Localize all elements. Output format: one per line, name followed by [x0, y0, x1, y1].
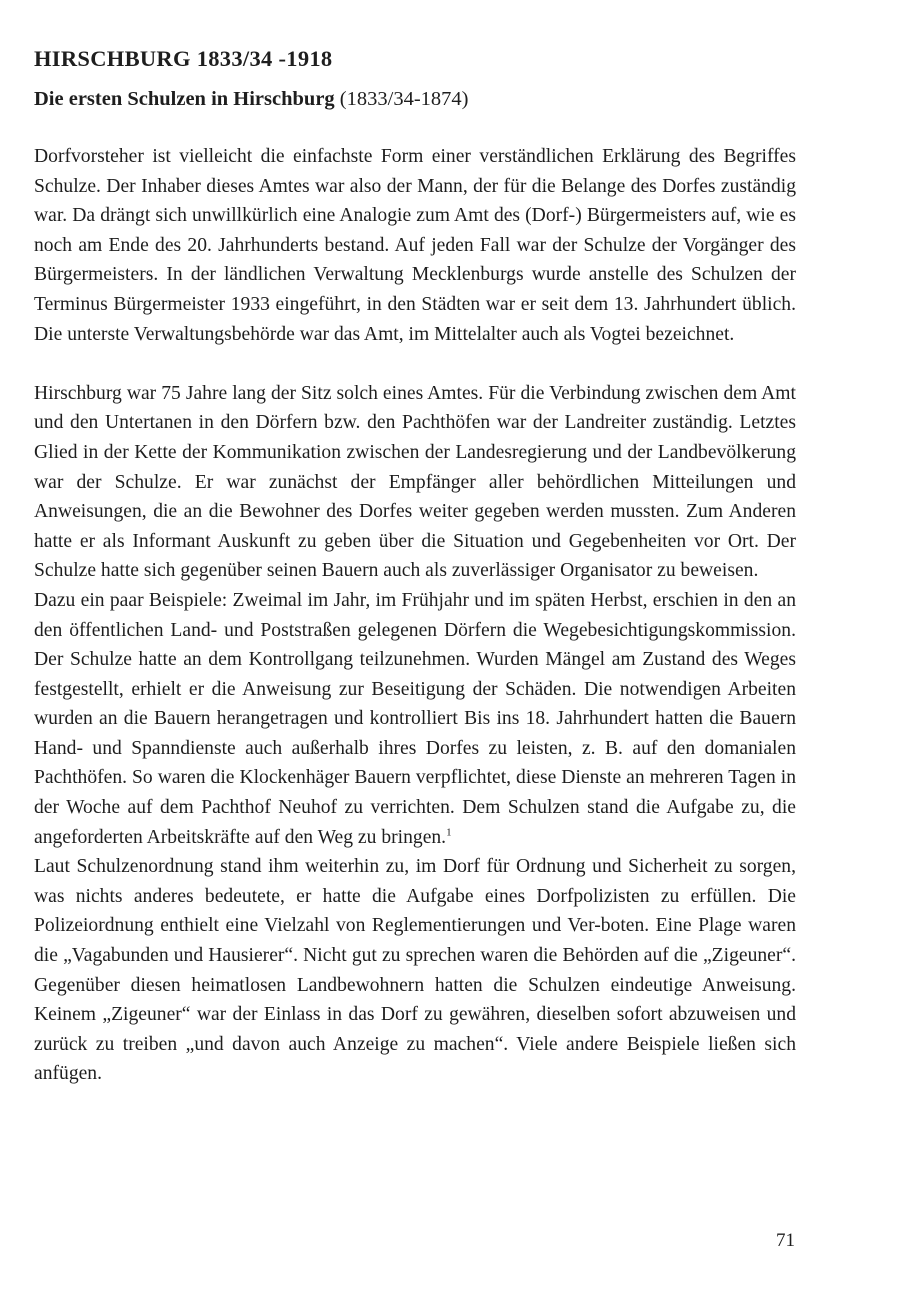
section-subtitle	[34, 88, 468, 111]
paragraph-3	[34, 586, 796, 852]
chapter-title: HIRSCHBURG 1833/34 -1918	[34, 46, 333, 71]
footnote-marker: 1	[446, 826, 452, 839]
paragraph-2: Hirschburg war 75 Jahre lang der Sitz solch eines Amtes. Für die Verbindung zwischen dem Amt und den Untertanen in den Dörfern bzw. den Pachthöfen war der Landreiter zuständig. Letztes Glied in der Kette der Kommunikation zwischen der Landesregierung und der Landbevölkerung war der Schulze. Er war zunächst der Empfänger aller behördlichen Mitteilungen und Anweisungen, die an die Bewohner des Dorfes weiter gegeben werden mussten. Zum Anderen hatte er als Informant Auskunft zu geben über die Situation und Gegebenheiten vor Ort. Der Schulze hatte sich gegenüber seinen Bauern auch als zuverlässiger Organisator zu beweisen.	[34, 382, 796, 582]
page-number: 71	[776, 1230, 795, 1251]
paragraph-3-text: Dazu ein paar Beispiele: Zweimal im Jahr, im Frühjahr und im späten Herbst, erschien in den an den öffentlichen Land- und Poststraßen gelegenen Dörfern die Wegebesichtigungskommission. Der Schulze hatte an dem Kontrollgang teilzunehmen. Wurden Mängel am Zustand des Weges festgestellt, erhielt er die Anweisung zur Beseitigung der Schäden. Die notwendigen Arbeiten wurden an die Bauern herangetragen und kontrolliert Bis ins 18. Jahrhundert hatten die Bauern Hand- und Spanndienste auch außerhalb ihres Dorfes zu leisten, z. B. auf den domanialen Pachthöfen. So waren die Klockenhäger Bauern verpflichtet, diese Dienste an mehreren Tagen in der Woche auf dem Pachthof Neuhof zu verrichten. Dem Schulzen stand die Aufgabe zu, die angeforderten Arbeitskräfte auf den Weg zu bringen.	[34, 589, 796, 848]
subtitle-main: Die ersten Schulzen in Hirschburg	[34, 88, 335, 110]
paragraph-1: Dorfvorsteher ist vielleicht die einfachste Form einer verständlichen Erklärung des Begriffes Schulze. Der Inhaber dieses Amtes war also der Mann, der für die Belange des Dorfes zuständig war. Da drängt sich unwillkürlich eine Analogie zum Amt des (Dorf-) Bürgermeisters auf, wie es noch am Ende des 20. Jahrhunderts bestand. Auf jeden Fall war der Schulze der Vorgänger des Bürgermeisters. In der ländlichen Verwaltung Mecklenburgs wurde anstelle des Schulzen der Terminus Bürgermeister 1933 eingeführt, in den Städten war er seit dem 13. Jahrhundert üblich. Die unterste Verwaltungsbehörde war das Amt, im Mittelalter auch als Vogtei bezeichnet.	[34, 146, 796, 345]
paragraph-4: Laut Schulzenordnung stand ihm weiterhin zu, im Dorf für Ordnung und Sicherheit zu sorgen, was nichts anderes bedeutete, er hatte die Aufgabe eines Dorfpolizisten zu erfüllen. Die Polizeiordnung enthielt eine Vielzahl von Reglementierungen und Ver-boten. Eine Plage waren die „Vagabunden und Hausierer“. Nicht gut zu sprechen waren die Behörden auf die „Zigeuner“. Gegenüber diesen heimatlosen Landbewohnern hatten die Schulzen eindeutige Anweisung. Keinem „Zigeuner“ war der Einlass in das Dorf zu gewähren, dieselben sofort abzuweisen und zurück zu treiben „und davon auch Anzeige zu machen“. Viele andere Beispiele ließen sich anfügen.	[34, 856, 796, 1085]
body-text	[34, 142, 796, 1089]
subtitle-years: (1833/34-1874)	[334, 88, 469, 110]
